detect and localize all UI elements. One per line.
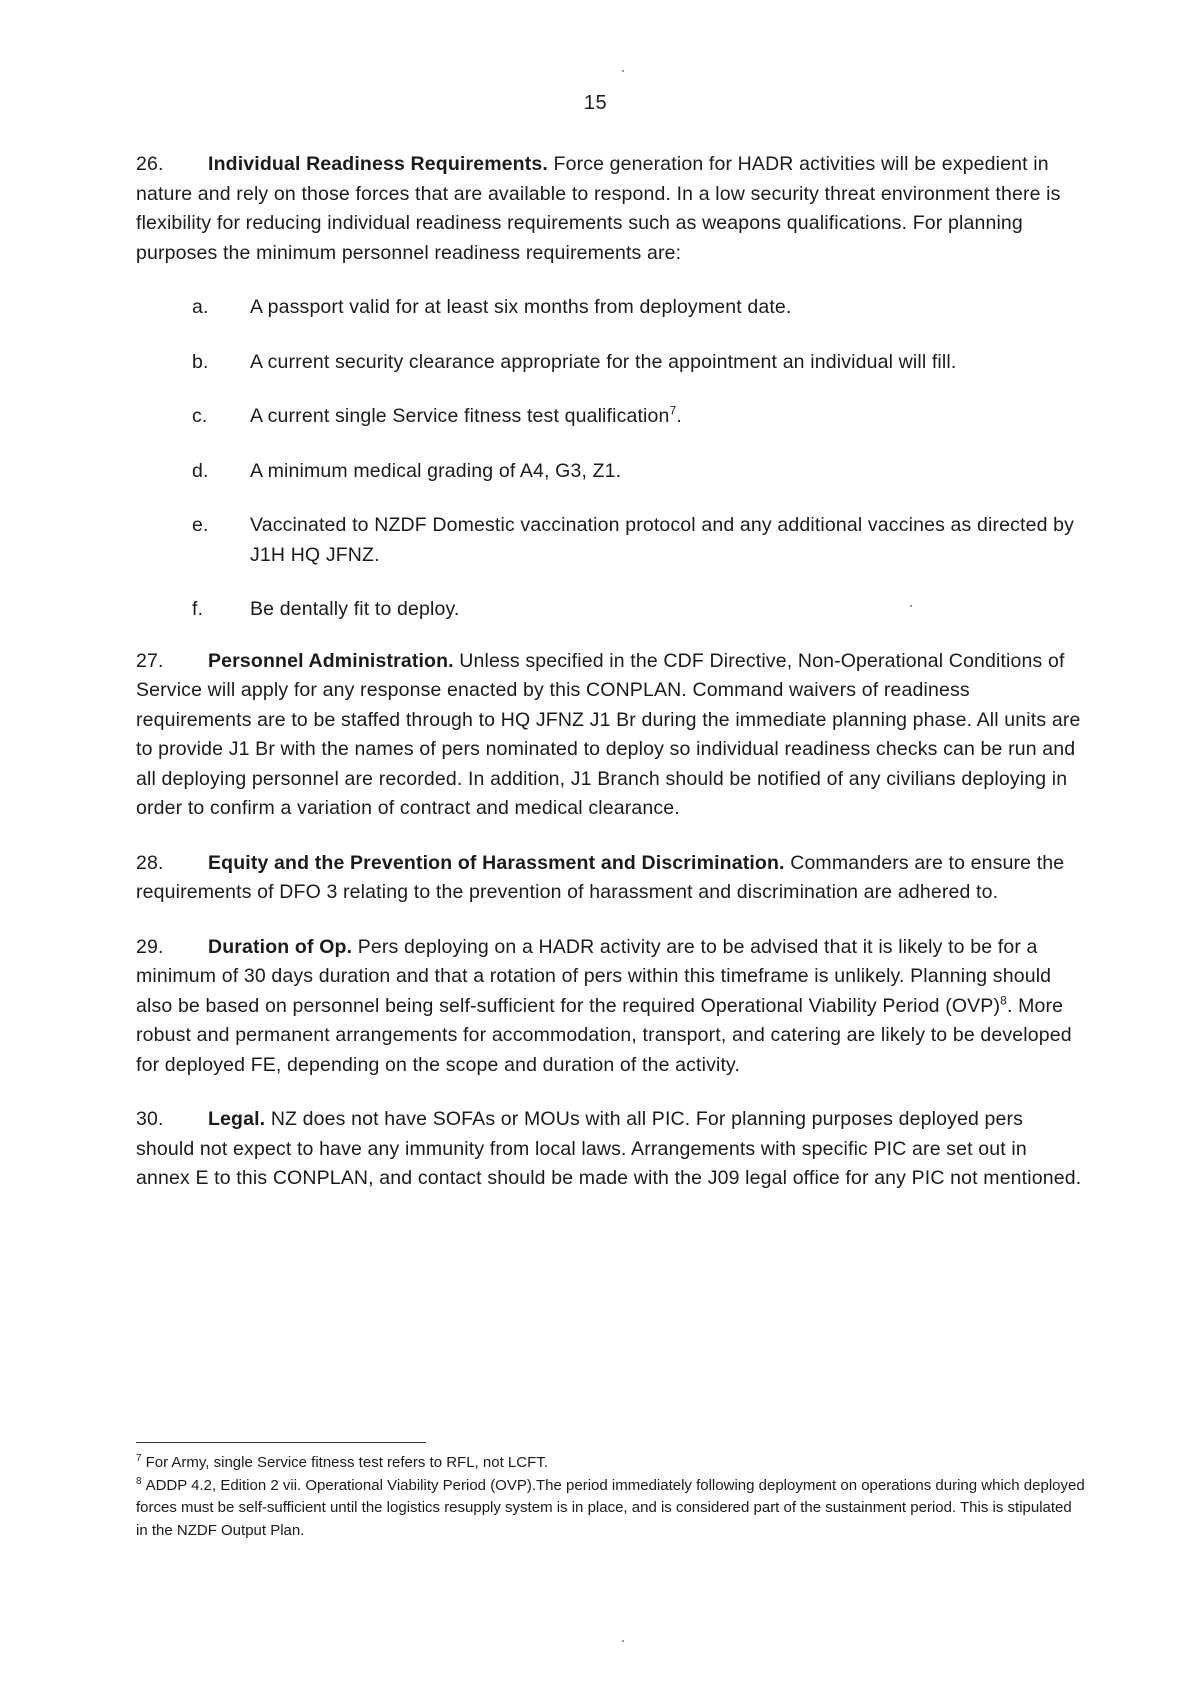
footnote-8 xyxy=(136,1475,1086,1543)
list-item-letter: c. xyxy=(192,405,208,427)
paragraph-text: Pers deploying on a HADR activity are to be advised that it is likely to be for a minimum of 30 days duration and that a rotation of pers within this timeframe is unlikely. Planning should also be based on personnel being self-sufficient for the required Operational Viability Period (OVP) xyxy=(136,935,1052,1017)
paragraph-text: Unless specified in the CDF Directive, Non-Operational Conditions of Service will apply for any response enacted by this CONPLAN. Command waivers of readiness requirements are to be staffed through to HQ JFNZ J1 Br during the immediate planning phase. All units are to provide J1 Br with the names of pers nominated to deploy so individual readiness checks can be run and all deploying personnel are recorded. In addition, J1 Branch should be notified of any civilians deploying in order to confirm a variation of contract and medical clearance. xyxy=(136,649,1081,819)
paragraph-number: 29. xyxy=(136,935,164,958)
list-item-text: A passport valid for at least six months from deployment date. xyxy=(250,296,792,318)
paragraph-heading: Equity and the Prevention of Harassment and Discrimination. xyxy=(208,851,785,874)
scan-speck xyxy=(622,70,624,72)
page-number: 15 xyxy=(583,92,608,114)
paragraph-number: 27. xyxy=(136,649,164,672)
footnote-separator xyxy=(136,1442,426,1443)
paragraph-number: 30. xyxy=(136,1108,164,1130)
list-item-text: A current single Service fitness test qualification xyxy=(250,405,670,427)
list-item-text: A minimum medical grading of A4, G3, Z1. xyxy=(250,459,622,482)
list-item xyxy=(136,402,1084,432)
list-item-letter: e. xyxy=(192,514,209,536)
list-item xyxy=(136,595,1084,625)
paragraph-heading: Individual Readiness Requirements. xyxy=(208,153,548,175)
footnotes xyxy=(136,1452,1086,1542)
list-item-letter: b. xyxy=(192,350,209,373)
paragraph-heading: Personnel Administration. xyxy=(208,649,454,672)
paragraph-28 xyxy=(136,849,1084,908)
paragraph-heading: Legal. xyxy=(208,1108,266,1130)
paragraph-heading: Duration of Op. xyxy=(208,935,353,958)
document-body xyxy=(136,150,1084,1219)
footnote-reference[interactable]: 8 xyxy=(1000,993,1007,1007)
footnote-reference[interactable]: 7 xyxy=(669,403,677,418)
list-item-text-tail: . xyxy=(676,405,682,427)
readiness-requirements-list xyxy=(136,293,1084,625)
list-item xyxy=(136,457,1084,487)
paragraph-text: NZ does not have SOFAs or MOUs with all PIC. For planning purposes deployed pers should not expect to have any immunity from local laws. Arrangements with specific PIC are set out in annex E to this CONPLAN, and contact should be made with the J09 legal office for any PIC not mentioned. xyxy=(136,1108,1082,1189)
paragraph-number: 28. xyxy=(136,851,164,874)
list-item xyxy=(136,511,1084,570)
paragraph-number: 26. xyxy=(136,153,164,175)
list-item-letter: a. xyxy=(192,296,209,318)
list-item-letter: f. xyxy=(192,598,204,620)
list-item xyxy=(136,348,1084,378)
scan-speck xyxy=(622,1640,624,1642)
footnote-7 xyxy=(136,1452,1086,1475)
paragraph-text: Commanders are to ensure the requirements of DFO 3 relating to the prevention of harassment and discrimination are adhered to. xyxy=(136,851,1065,903)
list-item-letter: d. xyxy=(192,459,209,482)
paragraph-text-continued: . More robust and permanent arrangements for accommodation, transport, and catering are likely to be developed for deployed FE, depending on the scope and duration of the activity. xyxy=(136,994,1072,1076)
paragraph-27 xyxy=(136,647,1084,824)
footnote-text: For Army, single Service fitness test refers to RFL, not LCFT. xyxy=(145,1454,548,1471)
list-item-text: Be dentally fit to deploy. xyxy=(250,598,460,620)
paragraph-30 xyxy=(136,1105,1084,1194)
paragraph-29 xyxy=(136,933,1084,1081)
list-item xyxy=(136,293,1084,323)
paragraph-text: Force generation for HADR activities will be expedient in nature and rely on those forces that are available to respond. In a low security threat environment there is flexibility for reducing individual readiness requirements such as weapons qualifications. For planning purposes the minimum personnel readiness requirements are: xyxy=(136,153,1061,264)
list-item-text: A current security clearance appropriate for the appointment an individual will fill. xyxy=(250,350,957,373)
list-item-text: Vaccinated to NZDF Domestic vaccination protocol and any additional vaccines as directed by J1H HQ JFNZ. xyxy=(250,514,1075,566)
footnote-text: ADDP 4.2, Edition 2 vii. Operational Viability Period (OVP).The period immediately following deployment on operations during which deployed forces must be self-sufficient until the logistics resupply system is in place, and is considered part of the sustainment period. This is stipulated in the NZDF Output Plan. xyxy=(136,1476,1085,1539)
footnote-mark: 7 xyxy=(136,1453,142,1464)
paragraph-26 xyxy=(136,150,1084,268)
footnote-mark: 8 xyxy=(136,1475,142,1487)
